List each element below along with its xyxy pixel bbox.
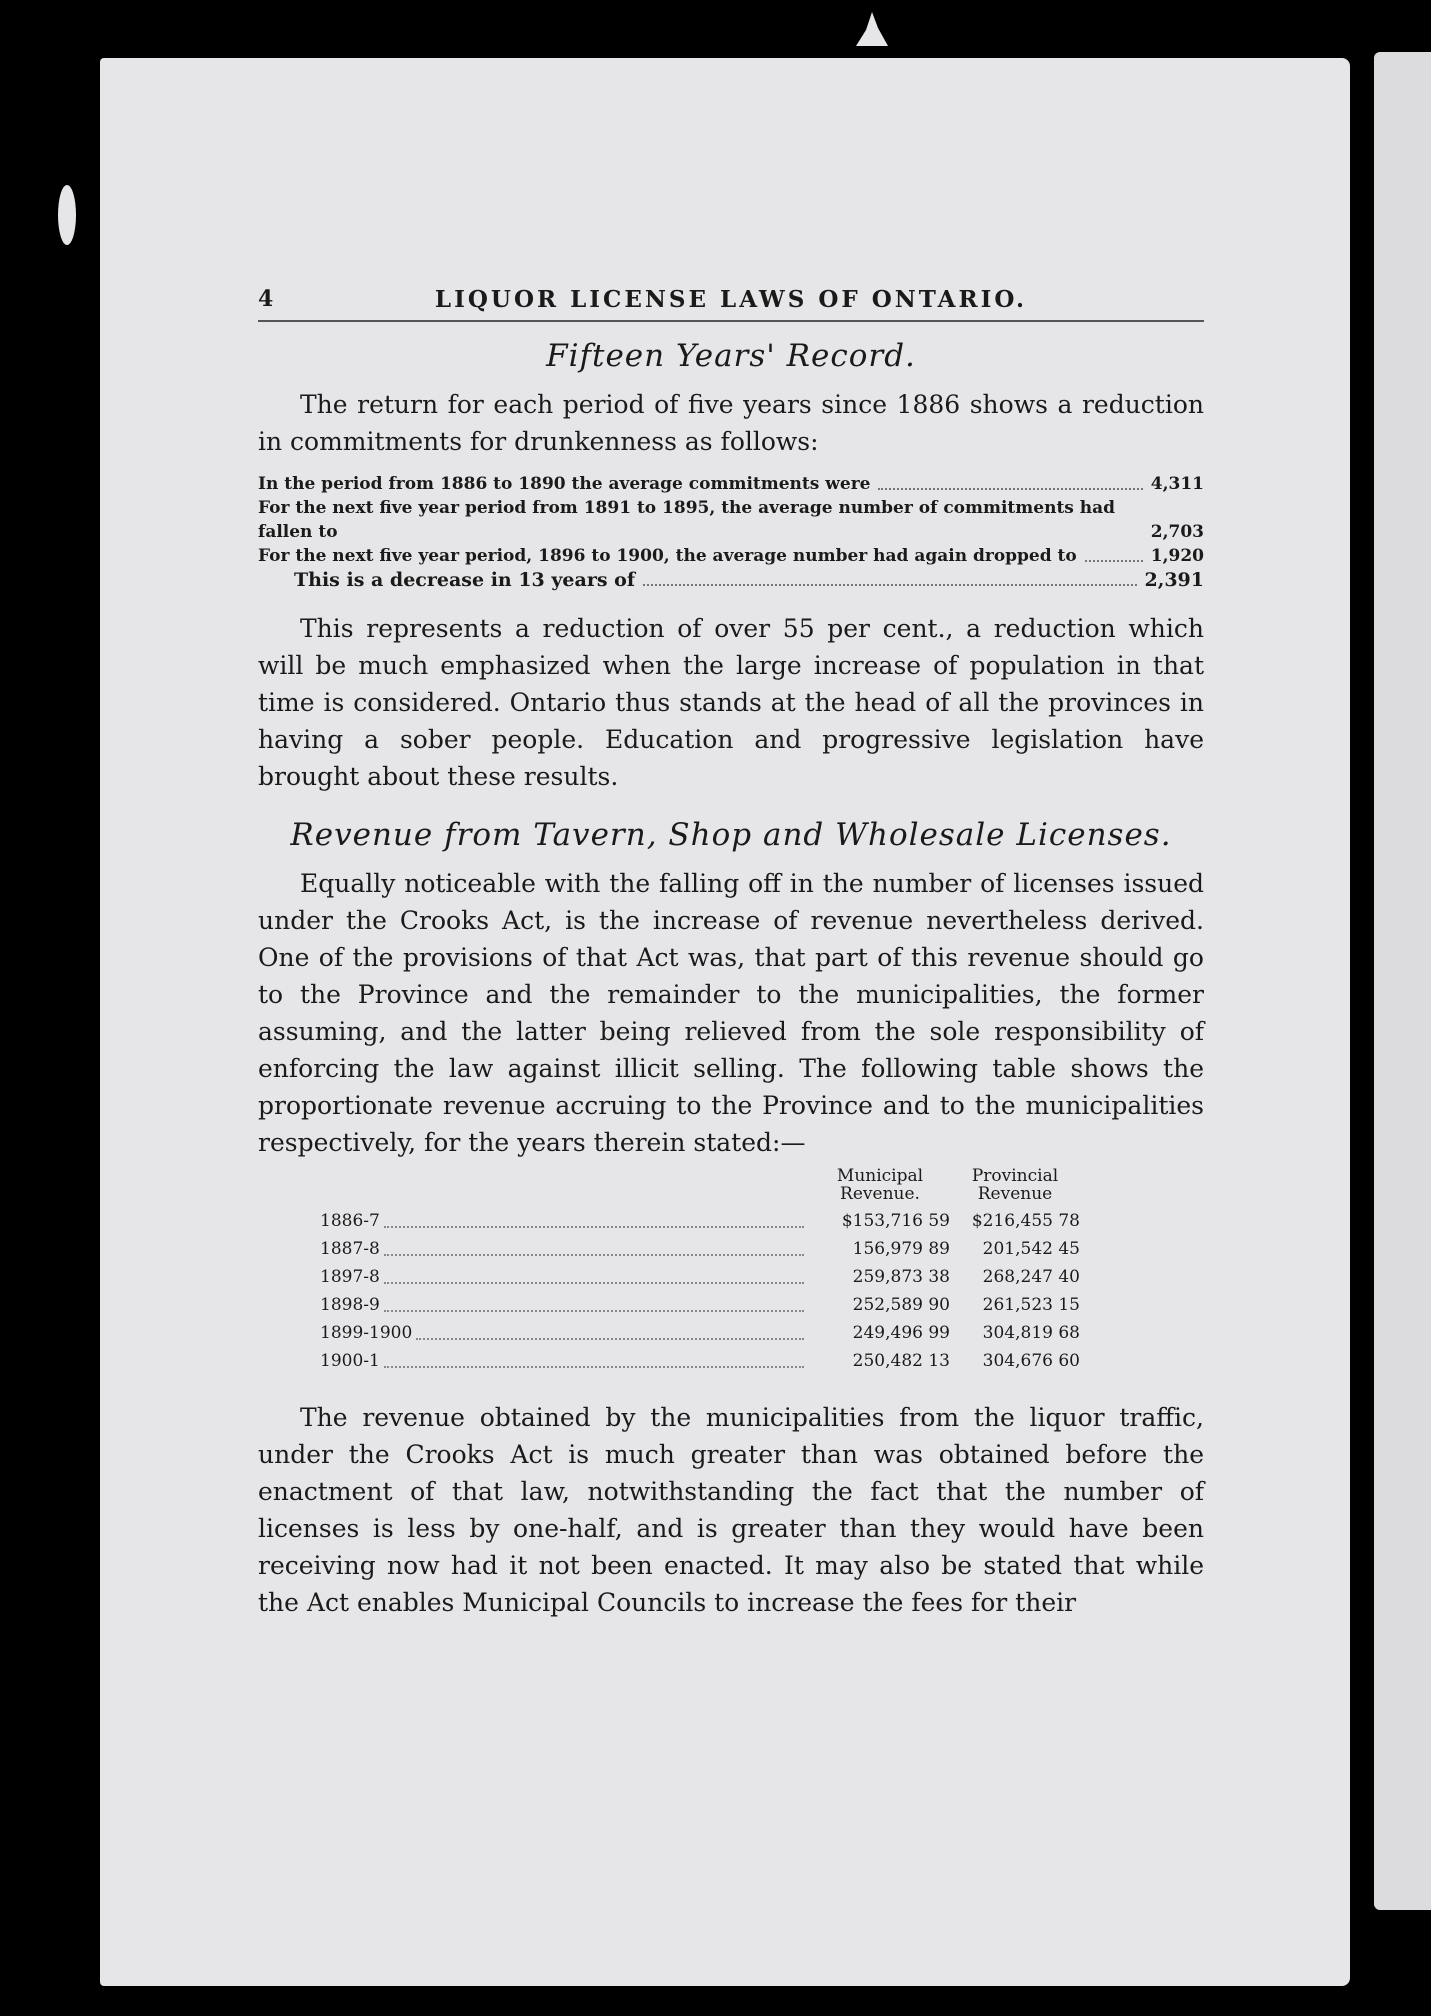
commitments-record xyxy=(258,472,1204,592)
table-row: 1898-9 252,589 90 261,523 15 xyxy=(320,1295,1080,1315)
column-header-municipal: Municipal Revenue. xyxy=(836,1166,924,1204)
reduction-paragraph: This represents a reduction of over 55 per cent., a reduction which will be much emphasized when the large increase of population in that time is considered. Ontario thus stands at the head of all the provinces in having a sober people. Education and progressive legislation have brought about these results. xyxy=(258,614,1204,791)
table-row: 1887-8 156,979 89 201,542 45 xyxy=(320,1239,1080,1259)
revenue-conclusion-paragraph: The revenue obtained by the municipalities from the liquor traffic, under the Crooks Act is much greater than was obtained before the enactment of that law, notwithstanding the fact that the number of licenses is less by one-half, and is greater than they would have been receiving now had it not been enacted. It may also be stated that while the Act enables Municipal Councils to increase the fees for their xyxy=(258,1403,1204,1617)
intro-paragraph: The return for each period of five years since 1886 shows a reduction in commitments for drunkenness as follows: xyxy=(258,390,1204,456)
adjacent-page-edge xyxy=(1374,52,1431,1910)
binding-mark-icon xyxy=(852,8,892,48)
running-title: LIQUOR LICENSE LAWS OF ONTARIO. xyxy=(434,286,1028,313)
table-row: 1886-7 $153,716 59 $216,455 78 xyxy=(320,1211,1080,1231)
record-item: For the next five year period, 1896 to 1900, the average number had again dropped to 1,920 xyxy=(258,546,1204,566)
binding-hole-icon xyxy=(56,182,78,248)
revenue-table xyxy=(320,1167,1080,1375)
column-header-provincial: Provincial Revenue xyxy=(971,1166,1059,1204)
section-heading-revenue: Revenue from Tavern, Shop and Wholesale Licenses. xyxy=(290,817,1172,853)
running-head xyxy=(258,286,1204,322)
table-row: 1900-1 250,482 13 304,676 60 xyxy=(320,1351,1080,1371)
record-item: In the period from 1886 to 1890 the average commitments were 4,311 xyxy=(258,474,1204,494)
page-content xyxy=(258,286,1204,1621)
revenue-intro-paragraph: Equally noticeable with the falling off in the number of licenses issued under the Crooks Act, is the increase of revenue nevertheless derived. One of the provisions of that Act was, that part of this revenue should go to the Province and the remainder to the municipalities, the former assuming, and the latter being relieved from the sole responsibility of enforcing the law against illicit selling. The following table shows the proportionate revenue accruing to the Province and to the municipalities respectively, for the years therein stated:— xyxy=(258,869,1204,1157)
section-heading-fifteen-years: Fifteen Years' Record. xyxy=(546,338,916,374)
table-row: 1899-1900 249,496 99 304,819 68 xyxy=(320,1323,1080,1343)
table-row: 1897-8 259,873 38 268,247 40 xyxy=(320,1267,1080,1287)
record-total: This is a decrease in 13 years of 2,391 xyxy=(294,569,1204,591)
record-item: For the next five year period from 1891 to 1895, the average number of commitments had fallen to 2,703 xyxy=(258,498,1204,542)
page-number: 4 xyxy=(258,286,274,312)
